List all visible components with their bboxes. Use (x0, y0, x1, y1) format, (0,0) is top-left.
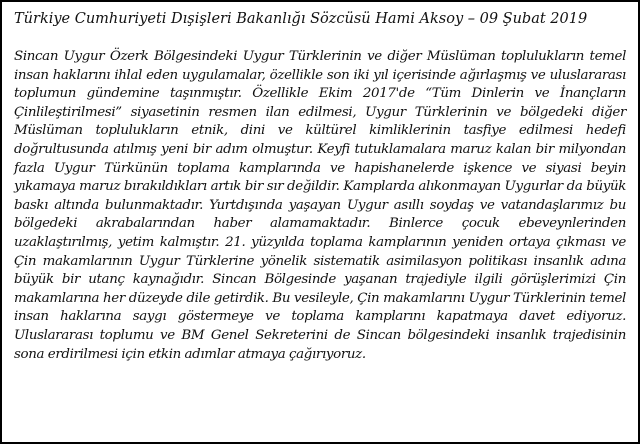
statement-body: Sincan Uygur Özerk Bölgesindeki Uygur Türklerinin ve diğer Müslüman toplulukların temel insan haklarını ihlal eden uygulamalar, özellikle son iki yıl içerisinde ağırlaşmış ve uluslararası toplumun gündemine taşınmıştır. Özellikle Ekim 2017'de “Tüm Dinlerin ve İnançların Çinlileştirilmesi” siyasetinin resmen ilan edilmesi, Uygur Türklerinin ve bölgedeki diğer Müslüman toplulukların etnik, dini ve kültürel kimliklerinin tasfiye edilmesi hedefi doğrultusunda atılmış yeni bir adım olmuştur. Keyfi tutuklamalara maruz kalan bir milyondan fazla Uygur Türkünün toplama kamplarında ve hapishanelerde işkence ve siyasi beyin yıkamaya maruz bırakıldıkları artık bir sır değildir. Kamplarda alıkonmayan Uygurlar da büyük baskı altında bulunmaktadır. Yurtdışında yaşayan Uygur asıllı soydaş ve vatandaşlarımız bu bölgedeki akrabalarından haber alamamaktadır. Binlerce çocuk ebeveynlerinden uzaklaştırılmış, yetim kalmıştır. 21. yüzyılda toplama kamplarının yeniden ortaya çıkması ve Çin makamlarının Uygur Türklerine yönelik sistematik asimilasyon politikası insanlık adına büyük bir utanç kaynağıdır. Sincan Bölgesinde yaşanan trajediyle ilgili görüşlerimizi Çin makamlarına her düzeyde dile getirdik. Bu vesileyle, Çin makamlarını Uygur Türklerinin temel insan haklarına saygı göstermeye ve toplama kamplarını kapatmaya davet ediyoruz. Uluslararası toplumu ve BM Genel Sekreterini de Sincan bölgesindeki insanlık trajedisinin sona erdirilmesi için etkin adımlar atmaya çağırıyoruz. (14, 49, 626, 362)
statement-content (2, 2, 638, 364)
statement-heading: Türkiye Cumhuriyeti Dışişleri Bakanlığı Sözcüsü Hami Aksoy – 09 Şubat 2019 (14, 11, 588, 27)
